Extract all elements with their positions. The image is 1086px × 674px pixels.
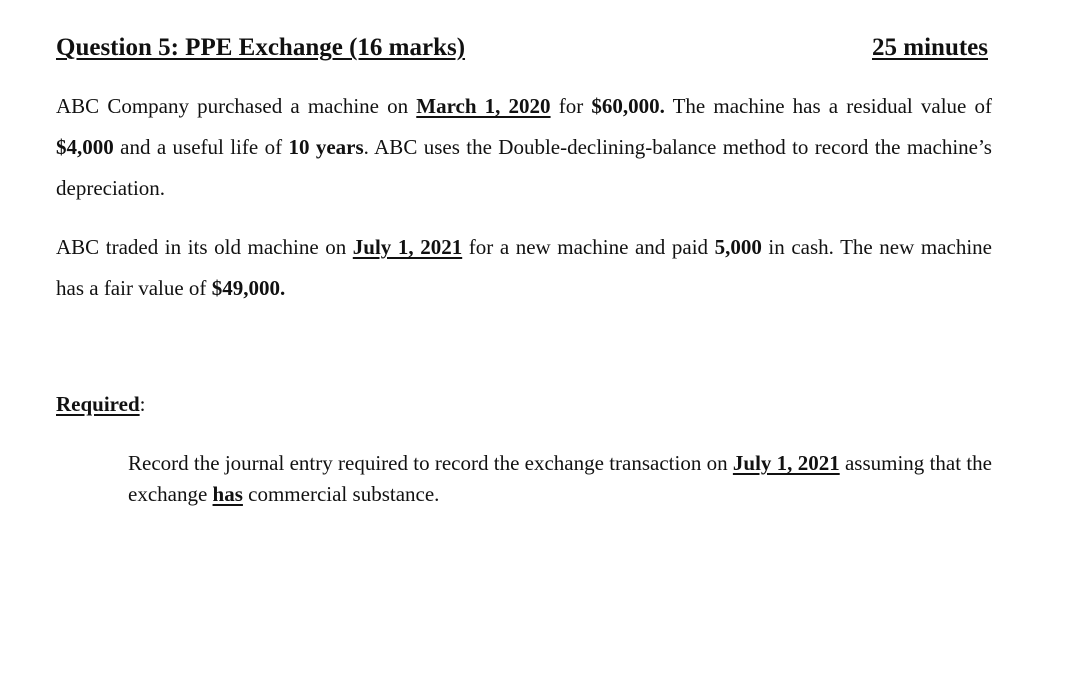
purchase-text-2: for [550,94,592,118]
purchase-paragraph [56,86,992,209]
residual-value: $4,000 [56,135,114,159]
purchase-text-1: ABC Company purchased a machine on [56,94,417,118]
required-colon: : [139,392,146,416]
purchase-text-4: and a useful life of [113,135,289,159]
task-text-1: Record the journal entry required to record the exchange transaction on [128,451,733,475]
purchase-text-5: . ABC uses the Double-declining-balance method to record the machine’s depreciation. [56,135,992,200]
task-text-3: commercial substance. [242,482,440,506]
purchase-cost: $60,000. [591,94,665,118]
task-text-2: assuming that the exchange [128,451,992,506]
task-emphasis: has [212,482,243,506]
fair-value: $49,000. [211,276,286,300]
purchase-date: March 1, 2020 [416,94,551,118]
question-title: Question 5: PPE Exchange (16 marks) [56,34,466,61]
task-date: July 1, 2021 [732,451,840,475]
cash-paid: 5,000 [714,235,762,259]
required-task [128,448,992,510]
time-allowance: 25 minutes [872,34,988,61]
useful-life: 10 years [288,135,364,159]
trade-text-1: ABC traded in its old machine on [56,235,353,259]
question-header [56,34,988,70]
purchase-text-3: The machine has a residual value of [664,94,992,118]
trade-date: July 1, 2021 [352,235,463,259]
trade-in-paragraph [56,227,992,309]
required-label: Required [56,392,140,416]
trade-text-2: for a new machine and paid [462,235,715,259]
required-heading [56,388,145,420]
trade-text-3: in cash. The new machine has a fair value of [56,235,992,300]
